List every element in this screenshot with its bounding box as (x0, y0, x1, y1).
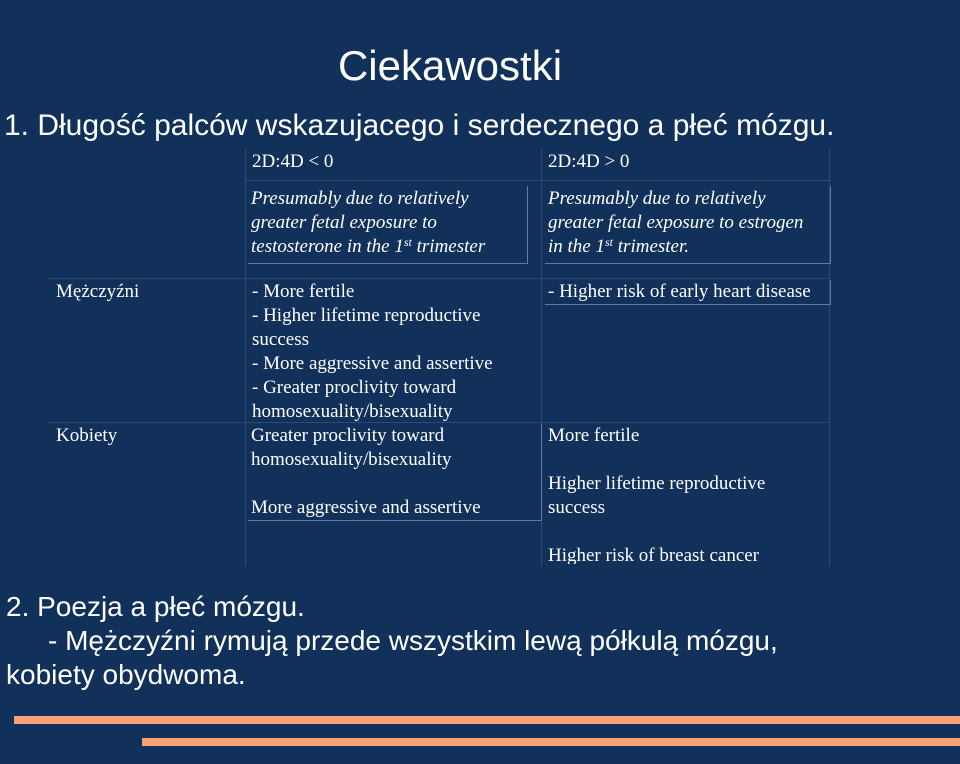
men-negative-cell (252, 280, 532, 424)
explanation-line: greater fetal exposure to (251, 212, 437, 233)
table-header-positive: 2D:4D > 0 (548, 151, 630, 172)
table-grid-line (245, 148, 246, 566)
women-negative-cell (248, 424, 542, 521)
cell-line: - More aggressive and assertive (252, 353, 493, 374)
cell-line (548, 448, 826, 472)
section2-line2: kobiety obydwoma. (6, 659, 246, 690)
cell-line: success (548, 497, 605, 518)
cell-line (548, 520, 826, 544)
cell-line: homosexuality/bisexuality (251, 449, 452, 470)
explanation-line: in the 1st trimester. (548, 235, 690, 257)
men-positive-cell (545, 280, 831, 305)
explanation-line: Presumably due to relatively (251, 188, 469, 209)
cell-line: - Greater proclivity toward (252, 377, 457, 398)
decorative-bar-top (14, 716, 960, 724)
table-header-negative: 2D:4D < 0 (252, 151, 334, 172)
cell-line: - More fertile (252, 281, 355, 302)
table-grid-line (48, 278, 829, 279)
table-grid-line (245, 180, 829, 181)
cell-line: Higher risk of breast cancer (548, 545, 760, 564)
section1-heading: 1. Długość palców wskazujacego i serdecznego a płeć mózgu. (4, 109, 835, 142)
row-label-men: Mężczyźni (56, 281, 140, 302)
slide-title: Ciekawostki (337, 42, 563, 89)
cell-line: homosexuality/bisexuality (252, 401, 453, 422)
cell-line: - Higher lifetime reproductive (252, 305, 481, 326)
explanation-line: greater fetal exposure to estrogen (548, 212, 804, 233)
row-label-women: Kobiety (56, 425, 118, 446)
cell-line: - Higher risk of early heart disease (548, 281, 811, 302)
women-positive-cell (548, 424, 826, 564)
cell-line (251, 472, 541, 496)
explanation-negative (248, 186, 528, 264)
section2-line1: - Mężczyźni rymują przede wszystkim lewą półkulą mózgu, (48, 625, 778, 656)
cell-line: More fertile (548, 425, 640, 446)
decorative-bar-bottom (142, 738, 960, 746)
cell-line: Greater proclivity toward (251, 425, 445, 446)
cell-line: Higher lifetime reproductive (548, 473, 766, 494)
explanation-line: testosterone in the 1st trimester (251, 235, 486, 257)
section2-heading: 2. Poezja a płeć mózgu. (6, 591, 305, 622)
explanation-line: Presumably due to relatively (548, 188, 766, 209)
cell-line: success (252, 329, 309, 350)
explanation-positive (545, 186, 831, 264)
cell-line: More aggressive and assertive (251, 497, 481, 518)
